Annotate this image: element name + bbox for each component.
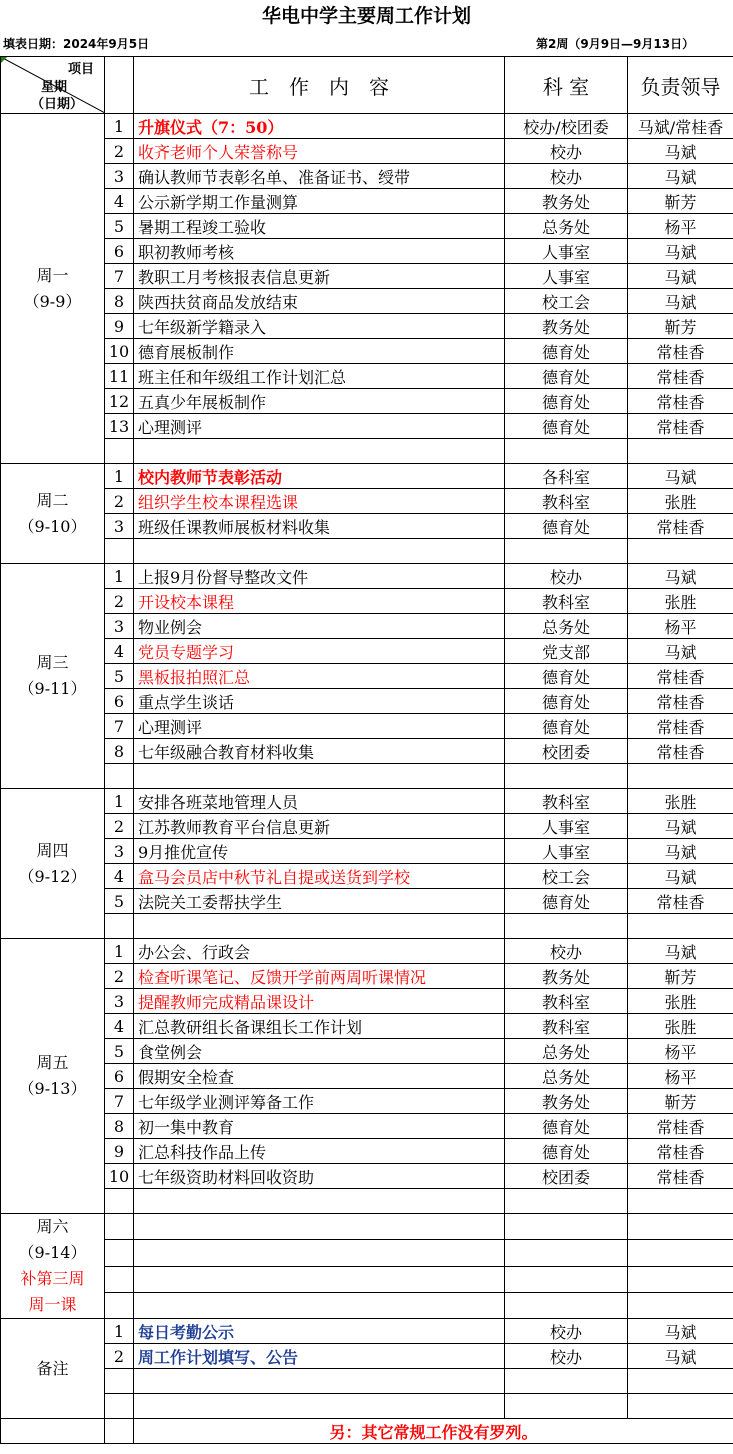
table-row: [1, 239, 733, 264]
lead-cell: [628, 1394, 733, 1419]
task-cell: 公示新学期工作量测算: [134, 189, 505, 214]
lead-cell: 马斌: [628, 839, 733, 864]
item-number: 5: [105, 1039, 134, 1064]
task-cell: 心理测评: [134, 414, 505, 439]
lead-cell: 马斌: [628, 164, 733, 189]
table-row: [1, 114, 733, 139]
dept-cell: 德育处: [505, 714, 628, 739]
table-row: [1, 814, 733, 839]
task-cell: 七年级学业测评筹备工作: [134, 1089, 505, 1114]
item-number: [105, 1369, 134, 1394]
item-number: 5: [105, 214, 134, 239]
lead-cell: 常桂香: [628, 414, 733, 439]
day-label: 周三: [36, 653, 69, 672]
item-number: 10: [105, 339, 134, 364]
table-row: [1, 839, 733, 864]
day-label: 周二: [36, 490, 69, 510]
day-label: 周六: [36, 1217, 69, 1236]
lead-cell: 常桂香: [628, 364, 733, 389]
item-number: 4: [105, 189, 134, 214]
task-cell: 七年级新学籍录入: [134, 314, 505, 339]
item-number: 3: [105, 164, 134, 189]
lead-cell: 常桂香: [628, 339, 733, 364]
task-cell: 七年级资助材料回收资助: [134, 1164, 505, 1189]
table-row: [1, 764, 733, 789]
task-cell: 检查听课笔记、反馈开学前两周听课情况: [134, 964, 505, 989]
table-row: [1, 939, 733, 964]
task-cell: 提醒教师完成精品课设计: [134, 989, 505, 1014]
task-cell: 上报9月份督导整改文件: [134, 564, 505, 589]
day-label: 周四: [36, 840, 69, 860]
item-number: 3: [105, 614, 134, 639]
item-number: [105, 1394, 134, 1419]
task-cell: 确认教师节表彰名单、准备证书、绶带: [134, 164, 505, 189]
dept-cell: 各科室: [505, 464, 628, 489]
lead-cell: 马斌: [628, 464, 733, 489]
lead-cell: 马斌: [628, 1319, 733, 1344]
item-number: 3: [105, 839, 134, 864]
lead-cell: [628, 1266, 733, 1292]
dept-cell: 德育处: [505, 364, 628, 389]
dept-cell: 校办/校团委: [505, 114, 628, 139]
lead-cell: 张胜: [628, 489, 733, 514]
table-row: [1, 1014, 733, 1039]
corner-weekday-label: 星期: [41, 80, 68, 95]
table-row: [1, 389, 733, 414]
item-number: 6: [105, 239, 134, 264]
table-row: [1, 514, 733, 539]
dept-cell: 教科室: [505, 589, 628, 614]
task-cell: 五真少年展板制作: [134, 389, 505, 414]
dept-cell: 德育处: [505, 414, 628, 439]
item-number: 13: [105, 414, 134, 439]
table-row: [1, 989, 733, 1014]
item-number: 5: [105, 664, 134, 689]
item-number: 2: [105, 1344, 134, 1369]
table-row: [1, 339, 733, 364]
item-number: 1: [105, 464, 134, 489]
day-date: （9-10）: [18, 516, 87, 536]
lead-cell: 马斌/常桂香: [628, 114, 733, 139]
item-number: 7: [105, 1089, 134, 1114]
dept-cell: [505, 1266, 628, 1292]
task-cell: 假期安全检查: [134, 1064, 505, 1089]
dept-cell: 校办: [505, 139, 628, 164]
day-cell: [1, 114, 105, 464]
table-row: [1, 564, 733, 589]
lead-cell: 张胜: [628, 989, 733, 1014]
table-row: [1, 714, 733, 739]
table-row: [1, 1039, 733, 1064]
lead-cell: [628, 1292, 733, 1318]
task-cell: 汇总教研组长备课组长工作计划: [134, 1014, 505, 1039]
dept-cell: 德育处: [505, 389, 628, 414]
dept-cell: 教务处: [505, 1089, 628, 1114]
task-cell: 职初教师考核: [134, 239, 505, 264]
task-cell: 办公会、行政会: [134, 939, 505, 964]
day-date: （9-9）: [23, 291, 82, 311]
item-number: 2: [105, 964, 134, 989]
dept-cell: 总务处: [505, 614, 628, 639]
dept-cell: [505, 1394, 628, 1419]
dept-cell: [505, 764, 628, 789]
task-cell: 法院关工委帮扶学生: [134, 889, 505, 914]
task-cell: 黑板报拍照汇总: [134, 664, 505, 689]
fill-date: 填表日期：2024年9月5日: [3, 37, 150, 51]
task-cell: [134, 1240, 505, 1266]
task-cell: 安排各班菜地管理人员: [134, 789, 505, 814]
item-number: [105, 1240, 134, 1266]
task-cell: [134, 1266, 505, 1292]
lead-cell: [628, 1369, 733, 1394]
item-number: 8: [105, 1114, 134, 1139]
task-cell: 周工作计划填写、公告: [134, 1344, 505, 1369]
lead-cell: 马斌: [628, 1344, 733, 1369]
table-row: [1, 539, 733, 564]
task-cell: 盒马会员店中秋节礼自提或送货到学校: [134, 864, 505, 889]
task-cell: [134, 1394, 505, 1419]
task-cell: 收齐老师个人荣誉称号: [134, 139, 505, 164]
dept-cell: 总务处: [505, 1064, 628, 1089]
item-number: [105, 1266, 134, 1292]
day-cell: [1, 789, 105, 939]
dept-cell: [505, 1292, 628, 1318]
dept-cell: [505, 1369, 628, 1394]
lead-cell: 常桂香: [628, 1114, 733, 1139]
task-cell: [134, 439, 505, 464]
table-row: [1, 1189, 733, 1214]
table-row: [1, 139, 733, 164]
dept-cell: 人事室: [505, 239, 628, 264]
task-cell: 组织学生校本课程选课: [134, 489, 505, 514]
lead-cell: 常桂香: [628, 739, 733, 764]
lead-cell: [628, 914, 733, 939]
lead-cell: 常桂香: [628, 714, 733, 739]
lead-cell: 杨平: [628, 214, 733, 239]
footer-note: 另：其它常规工作没有罗列。: [134, 1419, 733, 1444]
lead-cell: 马斌: [628, 939, 733, 964]
lead-cell: 常桂香: [628, 689, 733, 714]
item-number: 1: [105, 114, 134, 139]
table-row: [1, 639, 733, 664]
lead-cell: 马斌: [628, 139, 733, 164]
item-number: 4: [105, 864, 134, 889]
table-row: [1, 1114, 733, 1139]
lead-cell: 马斌: [628, 239, 733, 264]
item-number: 1: [105, 939, 134, 964]
dept-cell: 德育处: [505, 1139, 628, 1164]
task-cell: 班级任课教师展板材料收集: [134, 514, 505, 539]
page-title: 华电中学主要周工作计划: [261, 5, 471, 27]
table-row: [1, 489, 733, 514]
item-number: [105, 439, 134, 464]
task-cell: 食堂例会: [134, 1039, 505, 1064]
table-row: [1, 739, 733, 764]
content-header-cell: 工 作 内 容: [134, 57, 505, 114]
item-number: 8: [105, 289, 134, 314]
footer-row: [1, 1419, 733, 1444]
item-number: 2: [105, 589, 134, 614]
table-row: [1, 364, 733, 389]
item-number: 1: [105, 789, 134, 814]
dept-cell: [505, 539, 628, 564]
dept-cell: 德育处: [505, 514, 628, 539]
dept-cell: 德育处: [505, 1114, 628, 1139]
item-number: 9: [105, 1139, 134, 1164]
lead-cell: 靳芳: [628, 314, 733, 339]
lead-cell: [628, 1214, 733, 1240]
table-row: [1, 1319, 733, 1344]
day-cell: [1, 564, 105, 789]
task-cell: 每日考勤公示: [134, 1319, 505, 1344]
lead-cell: 靳芳: [628, 964, 733, 989]
lead-cell: [628, 539, 733, 564]
dept-cell: 校办: [505, 1344, 628, 1369]
lead-cell: [628, 1189, 733, 1214]
dept-cell: [505, 1214, 628, 1240]
table-row: [1, 1089, 733, 1114]
table-row: [1, 214, 733, 239]
table-row: [1, 264, 733, 289]
dept-cell: 校办: [505, 564, 628, 589]
footer-blank-cell: [1, 1419, 105, 1444]
lead-cell: 马斌: [628, 864, 733, 889]
dept-cell: 教务处: [505, 189, 628, 214]
item-number: 3: [105, 989, 134, 1014]
day-cell: [1, 939, 105, 1214]
lead-cell: 杨平: [628, 614, 733, 639]
work-plan-table: [0, 56, 733, 1444]
table-row: [1, 789, 733, 814]
lead-cell: 马斌: [628, 289, 733, 314]
day-date: （9-13）: [18, 1079, 87, 1098]
table-row: [1, 589, 733, 614]
dept-cell: [505, 1189, 628, 1214]
dept-cell: 党支部: [505, 639, 628, 664]
dept-cell: 校团委: [505, 739, 628, 764]
task-cell: [134, 764, 505, 789]
table-row: [1, 1344, 733, 1369]
task-cell: 升旗仪式（7：50）: [134, 114, 505, 139]
task-cell: 班主任和年级组工作计划汇总: [134, 364, 505, 389]
table-row: [1, 914, 733, 939]
dept-cell: 教务处: [505, 314, 628, 339]
dept-cell: 校团委: [505, 1164, 628, 1189]
day-label: 备注: [36, 1358, 69, 1378]
table-row: [1, 689, 733, 714]
item-number: 1: [105, 564, 134, 589]
table-row: [1, 289, 733, 314]
item-number: 6: [105, 1064, 134, 1089]
lead-cell: 常桂香: [628, 664, 733, 689]
dept-cell: 教科室: [505, 1014, 628, 1039]
task-cell: 心理测评: [134, 714, 505, 739]
table-row: [1, 1139, 733, 1164]
table-row: [1, 464, 733, 489]
task-cell: 9月推优宣传: [134, 839, 505, 864]
table-row: [1, 964, 733, 989]
day-label: 周一: [36, 265, 69, 285]
task-cell: 德育展板制作: [134, 339, 505, 364]
table-row: [1, 189, 733, 214]
day-date: （9-12）: [18, 866, 87, 886]
corner-date-label: （日期）: [31, 97, 84, 112]
lead-cell: 杨平: [628, 1064, 733, 1089]
lead-cell: 常桂香: [628, 514, 733, 539]
table-row: [1, 664, 733, 689]
day-note: 补第三周周一课: [20, 1269, 85, 1314]
table-row: [1, 614, 733, 639]
dept-cell: 校办: [505, 164, 628, 189]
lead-cell: 马斌: [628, 264, 733, 289]
lead-cell: 马斌: [628, 814, 733, 839]
header-row: [1, 57, 733, 114]
dept-cell: 人事室: [505, 839, 628, 864]
lead-cell: 张胜: [628, 1014, 733, 1039]
item-number: 2: [105, 814, 134, 839]
task-cell: 教职工月考核报表信息更新: [134, 264, 505, 289]
item-number: 1: [105, 1319, 134, 1344]
dept-cell: [505, 1240, 628, 1266]
dept-cell: [505, 914, 628, 939]
lead-cell: 常桂香: [628, 389, 733, 414]
dept-cell: 人事室: [505, 814, 628, 839]
table-row: [1, 1394, 733, 1419]
dept-cell: 校工会: [505, 864, 628, 889]
day-cell: [1, 1214, 105, 1319]
day-cell: [1, 1319, 105, 1419]
lead-cell: [628, 764, 733, 789]
task-cell: 初一集中教育: [134, 1114, 505, 1139]
dept-cell: 校办: [505, 1319, 628, 1344]
item-number: 4: [105, 1014, 134, 1039]
dept-cell: 德育处: [505, 889, 628, 914]
task-cell: 汇总科技作品上传: [134, 1139, 505, 1164]
table-row: [1, 1164, 733, 1189]
item-number: 7: [105, 714, 134, 739]
dept-cell: 德育处: [505, 339, 628, 364]
dept-cell: 教务处: [505, 964, 628, 989]
item-number: 7: [105, 264, 134, 289]
table-row: [1, 1214, 733, 1240]
day-label: 周五: [36, 1053, 69, 1072]
task-cell: [134, 539, 505, 564]
dept-cell: 校工会: [505, 289, 628, 314]
lead-cell: [628, 1240, 733, 1266]
table-row: [1, 1369, 733, 1394]
week-info: 第2周（9月9日—9月13日）: [536, 37, 695, 51]
task-cell: 开设校本课程: [134, 589, 505, 614]
dept-header-cell: 科 室: [505, 57, 628, 114]
lead-cell: 常桂香: [628, 1139, 733, 1164]
item-number: 2: [105, 489, 134, 514]
dept-cell: 教科室: [505, 989, 628, 1014]
task-cell: [134, 1214, 505, 1240]
task-cell: 党员专题学习: [134, 639, 505, 664]
dept-cell: 教科室: [505, 489, 628, 514]
item-number: [105, 914, 134, 939]
item-number: 10: [105, 1164, 134, 1189]
task-cell: 七年级融合教育材料收集: [134, 739, 505, 764]
day-date: （9-11）: [18, 679, 87, 698]
lead-cell: 靳芳: [628, 1089, 733, 1114]
item-number: 8: [105, 739, 134, 764]
lead-cell: 马斌: [628, 564, 733, 589]
item-number: 9: [105, 314, 134, 339]
table-row: [1, 1266, 733, 1292]
lead-cell: 马斌: [628, 639, 733, 664]
lead-header-cell: 负责领导: [628, 57, 733, 114]
dept-cell: 德育处: [505, 689, 628, 714]
lead-cell: 张胜: [628, 589, 733, 614]
lead-cell: 常桂香: [628, 889, 733, 914]
task-cell: 物业例会: [134, 614, 505, 639]
task-cell: [134, 1369, 505, 1394]
table-row: [1, 1292, 733, 1318]
task-cell: [134, 914, 505, 939]
lead-cell: 张胜: [628, 789, 733, 814]
table-row: [1, 889, 733, 914]
task-cell: [134, 1292, 505, 1318]
lead-cell: 杨平: [628, 1039, 733, 1064]
corner-header-cell: [1, 57, 105, 114]
dept-cell: 校办: [505, 939, 628, 964]
lead-cell: 靳芳: [628, 189, 733, 214]
item-number: [105, 764, 134, 789]
table-row: [1, 1064, 733, 1089]
item-number: [105, 1292, 134, 1318]
lead-cell: 常桂香: [628, 1164, 733, 1189]
dept-cell: 教科室: [505, 789, 628, 814]
table-row: [1, 439, 733, 464]
table-row: [1, 864, 733, 889]
corner-item-label: 项目: [67, 62, 94, 77]
task-cell: 江苏教师教育平台信息更新: [134, 814, 505, 839]
item-number: 12: [105, 389, 134, 414]
number-header-cell: [105, 57, 134, 114]
dept-cell: 德育处: [505, 664, 628, 689]
item-number: 5: [105, 889, 134, 914]
item-number: 3: [105, 514, 134, 539]
footer-blank-cell: [105, 1419, 134, 1444]
lead-cell: [628, 439, 733, 464]
dept-cell: 人事室: [505, 264, 628, 289]
table-row: [1, 164, 733, 189]
item-number: 6: [105, 689, 134, 714]
task-cell: [134, 1189, 505, 1214]
table-row: [1, 1240, 733, 1266]
task-cell: 暑期工程竣工验收: [134, 214, 505, 239]
task-cell: 重点学生谈话: [134, 689, 505, 714]
dept-cell: [505, 439, 628, 464]
table-row: [1, 414, 733, 439]
task-cell: 校内教师节表彰活动: [134, 464, 505, 489]
task-cell: 陕西扶贫商品发放结束: [134, 289, 505, 314]
item-number: 2: [105, 139, 134, 164]
item-number: [105, 1189, 134, 1214]
dept-cell: 总务处: [505, 214, 628, 239]
dept-cell: 总务处: [505, 1039, 628, 1064]
day-date: （9-14）: [18, 1243, 87, 1262]
item-number: 4: [105, 639, 134, 664]
table-row: [1, 314, 733, 339]
day-cell: [1, 464, 105, 564]
item-number: 11: [105, 364, 134, 389]
item-number: [105, 1214, 134, 1240]
item-number: [105, 539, 134, 564]
